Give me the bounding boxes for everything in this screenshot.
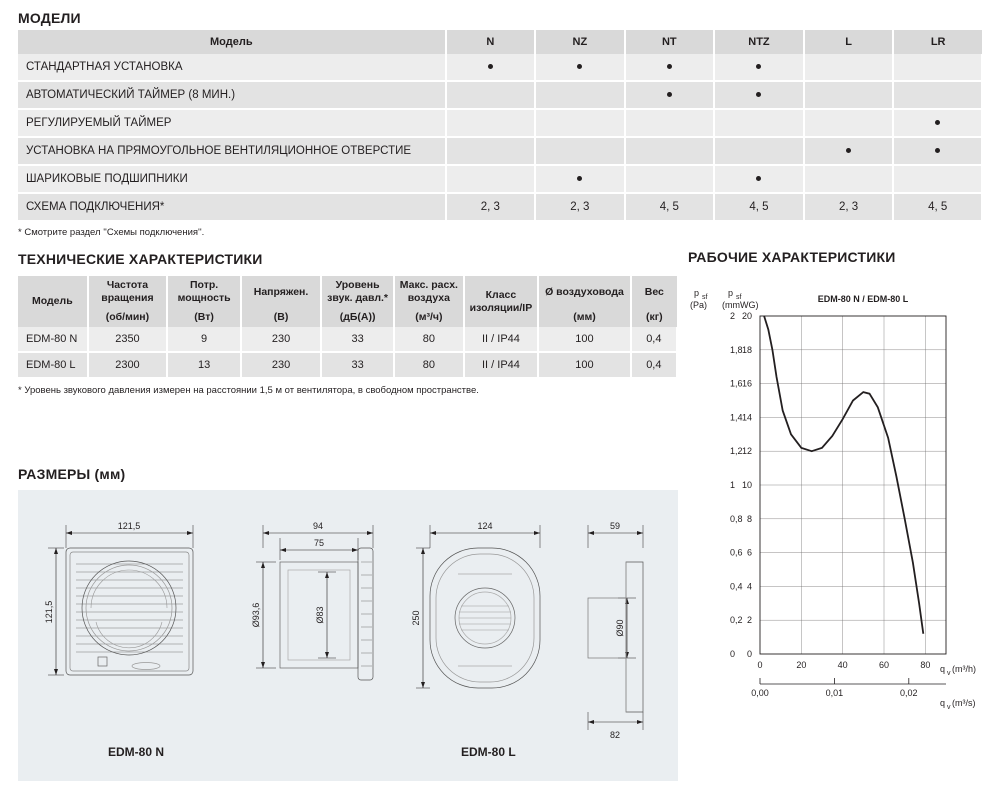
tech-header-names — [18, 276, 677, 308]
chart-ylabel-right-unit: (mmWG) — [722, 300, 759, 310]
chart-xtick-bottom: 0,01 — [825, 688, 844, 698]
tech-cell-power: 9 — [167, 327, 241, 352]
models-footnote: * Смотрите раздел ''Схемы подключения''. — [18, 227, 205, 238]
chart-ylabel-left-symbol: p — [694, 288, 700, 298]
chart-xlabel-top-unit: (m³/h) — [952, 664, 976, 674]
chart-xlabel-top-symbol: q — [940, 664, 946, 674]
models-row-label: СХЕМА ПОДКЛЮЧЕНИЯ* — [18, 193, 446, 221]
chart-ytick-right-scale: 0,8 — [730, 513, 743, 524]
dim-side-total: 94 — [312, 521, 324, 531]
tech-cell-rpm: 2300 — [88, 352, 168, 378]
tech-unit-airflow: (м³/ч) — [394, 308, 464, 327]
tech-unit-voltage: (В) — [241, 308, 321, 327]
models-cell — [893, 81, 982, 109]
bullet-icon — [488, 64, 493, 69]
chart-xtick-top: 20 — [796, 660, 807, 670]
chart-ytick-right-scale: 0,2 — [730, 615, 743, 626]
tech-footnote: * Уровень звукового давления измерен на расстоянии 1,5 м от вентилятора, в свободном пространстве. — [18, 385, 479, 397]
models-row-label: РЕГУЛИРУЕМЫЙ ТАЙМЕР — [18, 109, 446, 137]
table-row — [18, 193, 982, 221]
tech-cell-ip: II / IP44 — [464, 352, 539, 378]
table-row — [18, 109, 982, 137]
tech-col-noise: Уровень звук. давл.* — [321, 276, 394, 308]
table-row — [18, 165, 982, 193]
dim-l-side-top: 59 — [609, 521, 621, 531]
dimensions-section-title: РАЗМЕРЫ (мм) — [18, 466, 126, 482]
tech-cell-voltage: 230 — [241, 327, 321, 352]
tech-col-model: Модель — [18, 276, 88, 327]
models-cell — [893, 165, 982, 193]
tech-cell-model: EDM-80 L — [18, 352, 88, 378]
tech-cell-voltage: 230 — [241, 352, 321, 378]
chart-ytick-right-scale: 1 — [730, 480, 736, 490]
dimensions-svg — [18, 490, 678, 781]
table-row — [18, 327, 677, 352]
chart-ytick-left: 20 — [741, 311, 752, 321]
models-cell — [714, 165, 804, 193]
performance-chart — [688, 272, 983, 722]
chart-ytick-right-scale: 1,6 — [730, 378, 743, 389]
chart-ytick-left: 0 — [746, 649, 752, 659]
chart-ylabel-right-sub: sf — [736, 294, 742, 301]
chart-xtick-top: 60 — [878, 660, 890, 670]
bullet-icon — [577, 176, 582, 181]
models-cell: 2, 3 — [535, 193, 624, 221]
chart-ytick-right-scale: 0 — [730, 649, 736, 659]
chart-ytick-right-scale: 0,4 — [730, 581, 743, 592]
tech-col-duct: Ø воздуховода — [538, 276, 630, 308]
chart-xlabel-bottom-unit: (m³/s) — [952, 698, 976, 708]
tech-col-power: Потр. мощность — [167, 276, 241, 308]
models-cell — [535, 54, 624, 81]
models-cell — [804, 137, 893, 165]
models-cell — [535, 165, 624, 193]
models-cell — [446, 54, 535, 81]
models-cell — [893, 109, 982, 137]
dim-l-side-bottom: 82 — [609, 730, 621, 740]
models-row-label: УСТАНОВКА НА ПРЯМОУГОЛЬНОЕ ВЕНТИЛЯЦИОННОЕ ОТВЕРСТИЕ — [18, 137, 446, 165]
models-cell — [625, 109, 714, 137]
models-section-title: МОДЕЛИ — [18, 10, 81, 26]
tech-unit-power: (Вт) — [167, 308, 241, 327]
models-cell — [804, 165, 893, 193]
chart-ytick-right-scale: 0,6 — [730, 547, 743, 558]
models-cell — [625, 54, 714, 81]
models-col-nt: NT — [625, 30, 714, 54]
chart-series-line — [764, 316, 923, 634]
models-cell: 2, 3 — [446, 193, 535, 221]
models-cell — [893, 54, 982, 81]
tech-cell-weight: 0,4 — [631, 327, 677, 352]
dimensions-drawing-panel — [18, 490, 678, 781]
tech-col-rpm: Частота вращения — [88, 276, 168, 308]
tech-col-ip: Класс изоляции/IP — [464, 276, 539, 327]
models-cell: 4, 5 — [625, 193, 714, 221]
models-cell — [625, 137, 714, 165]
models-cell — [535, 81, 624, 109]
chart-xtick-top: 80 — [920, 660, 931, 670]
dimension-caption-l: EDM-80 L — [461, 745, 516, 759]
tech-cell-power: 13 — [167, 352, 241, 378]
table-row — [18, 352, 677, 378]
chart-ytick-right-scale: 1,2 — [730, 446, 743, 457]
tech-cell-duct: 100 — [538, 352, 630, 378]
bullet-icon — [846, 148, 851, 153]
models-cell — [446, 109, 535, 137]
chart-xtick-top: 40 — [837, 660, 848, 670]
tech-cell-weight: 0,4 — [631, 352, 677, 378]
chart-ytick-left: 18 — [741, 344, 752, 355]
models-cell — [804, 81, 893, 109]
models-table-wrap — [18, 30, 983, 238]
table-row — [18, 81, 982, 109]
tech-cell-duct: 100 — [538, 327, 630, 352]
chart-xtick-top: 0 — [757, 660, 763, 670]
chart-ytick-left: 8 — [746, 513, 752, 524]
models-cell — [714, 54, 804, 81]
tech-cell-airflow: 80 — [394, 352, 464, 378]
chart-ytick-left: 4 — [746, 581, 752, 592]
models-cell — [714, 109, 804, 137]
models-table — [18, 30, 983, 222]
performance-chart-svg — [688, 272, 983, 722]
table-row — [18, 137, 982, 165]
tech-unit-weight: (кг) — [631, 308, 677, 327]
dim-front-height: 121,5 — [44, 600, 54, 624]
bullet-icon — [935, 148, 940, 153]
models-row-label: ШАРИКОВЫЕ ПОДШИПНИКИ — [18, 165, 446, 193]
tech-unit-duct: (мм) — [538, 308, 630, 327]
tech-cell-noise: 33 — [321, 352, 394, 378]
bullet-icon — [577, 64, 582, 69]
tech-header-units — [18, 308, 677, 327]
chart-xlabel-bottom-symbol: q — [940, 698, 946, 708]
chart-ytick-right-scale: 1,8 — [730, 344, 743, 355]
models-cell — [804, 54, 893, 81]
models-cell — [714, 81, 804, 109]
dimension-caption-n: EDM-80 N — [108, 745, 165, 759]
bullet-icon — [667, 64, 672, 69]
chart-ytick-right-scale: 1,4 — [730, 412, 743, 423]
models-col-model: Модель — [18, 30, 446, 54]
tech-cell-ip: II / IP44 — [464, 327, 539, 352]
table-header-row — [18, 30, 982, 54]
bullet-icon — [756, 64, 761, 69]
bullet-icon — [935, 120, 940, 125]
tech-cell-rpm: 2350 — [88, 327, 168, 352]
models-row-label: СТАНДАРТНАЯ УСТАНОВКА — [18, 54, 446, 81]
models-col-ntz: NTZ — [714, 30, 804, 54]
tech-cell-airflow: 80 — [394, 327, 464, 352]
models-cell — [893, 137, 982, 165]
bullet-icon — [756, 176, 761, 181]
tech-section-title: ТЕХНИЧЕСКИЕ ХАРАКТЕРИСТИКИ — [18, 251, 263, 267]
models-cell — [625, 81, 714, 109]
bullet-icon — [667, 92, 672, 97]
tech-table-wrap — [18, 276, 678, 396]
chart-ytick-left: 6 — [746, 547, 752, 558]
chart-xlabel-bottom-sub: v — [947, 704, 951, 711]
models-cell — [446, 81, 535, 109]
models-cell: 4, 5 — [714, 193, 804, 221]
tech-unit-noise: (дБ(А)) — [321, 308, 394, 327]
tech-unit-rpm: (об/мин) — [88, 308, 168, 327]
models-col-l: L — [804, 30, 893, 54]
tech-col-voltage: Напряжен. — [241, 276, 321, 308]
dim-front-width: 121,5 — [117, 521, 141, 531]
models-cell — [446, 165, 535, 193]
dim-side-body: 75 — [313, 538, 325, 548]
chart-xlabel-top-sub: v — [947, 670, 951, 677]
models-cell — [535, 137, 624, 165]
bullet-icon — [756, 92, 761, 97]
dim-side-diam-inner: Ø83 — [315, 606, 325, 624]
tech-table — [18, 276, 678, 379]
tech-col-airflow: Макс. расх. воздуха — [394, 276, 464, 308]
chart-ytick-left: 2 — [746, 615, 752, 626]
chart-xtick-bottom: 0,02 — [900, 688, 918, 698]
performance-section-title: РАБОЧИЕ ХАРАКТЕРИСТИКИ — [688, 249, 896, 265]
chart-title: EDM-80 N / EDM-80 L — [817, 294, 909, 304]
dim-l-diam: Ø90 — [615, 619, 625, 637]
dim-side-diam-outer: Ø93,6 — [251, 602, 261, 628]
chart-xtick-bottom: 0,00 — [751, 688, 769, 698]
chart-ylabel-left-sub: sf — [702, 294, 708, 301]
models-cell — [714, 137, 804, 165]
chart-ytick-left: 14 — [741, 412, 752, 423]
tech-table-body — [18, 327, 677, 378]
models-row-label: АВТОМАТИЧЕСКИЙ ТАЙМЕР (8 МИН.) — [18, 81, 446, 109]
models-cell — [804, 109, 893, 137]
chart-ylabel-left-unit: (Pa) — [690, 300, 708, 310]
chart-ylabel-right-symbol: p — [728, 288, 734, 298]
chart-ytick-left: 10 — [741, 480, 752, 490]
models-col-lr: LR — [893, 30, 982, 54]
chart-ytick-right-scale: 2 — [730, 311, 736, 321]
models-table-body — [18, 54, 982, 221]
models-col-n: N — [446, 30, 535, 54]
models-cell — [446, 137, 535, 165]
dim-l-width: 124 — [477, 521, 493, 531]
tech-cell-model: EDM-80 N — [18, 327, 88, 352]
models-cell — [625, 165, 714, 193]
tech-col-weight: Вес — [631, 276, 677, 308]
models-cell: 2, 3 — [804, 193, 893, 221]
dim-l-height: 250 — [411, 610, 421, 626]
models-cell — [535, 109, 624, 137]
tech-cell-noise: 33 — [321, 327, 394, 352]
models-cell: 4, 5 — [893, 193, 982, 221]
chart-ytick-left: 16 — [741, 378, 752, 389]
chart-ytick-left: 12 — [741, 446, 752, 457]
table-row — [18, 54, 982, 81]
models-col-nz: NZ — [535, 30, 624, 54]
